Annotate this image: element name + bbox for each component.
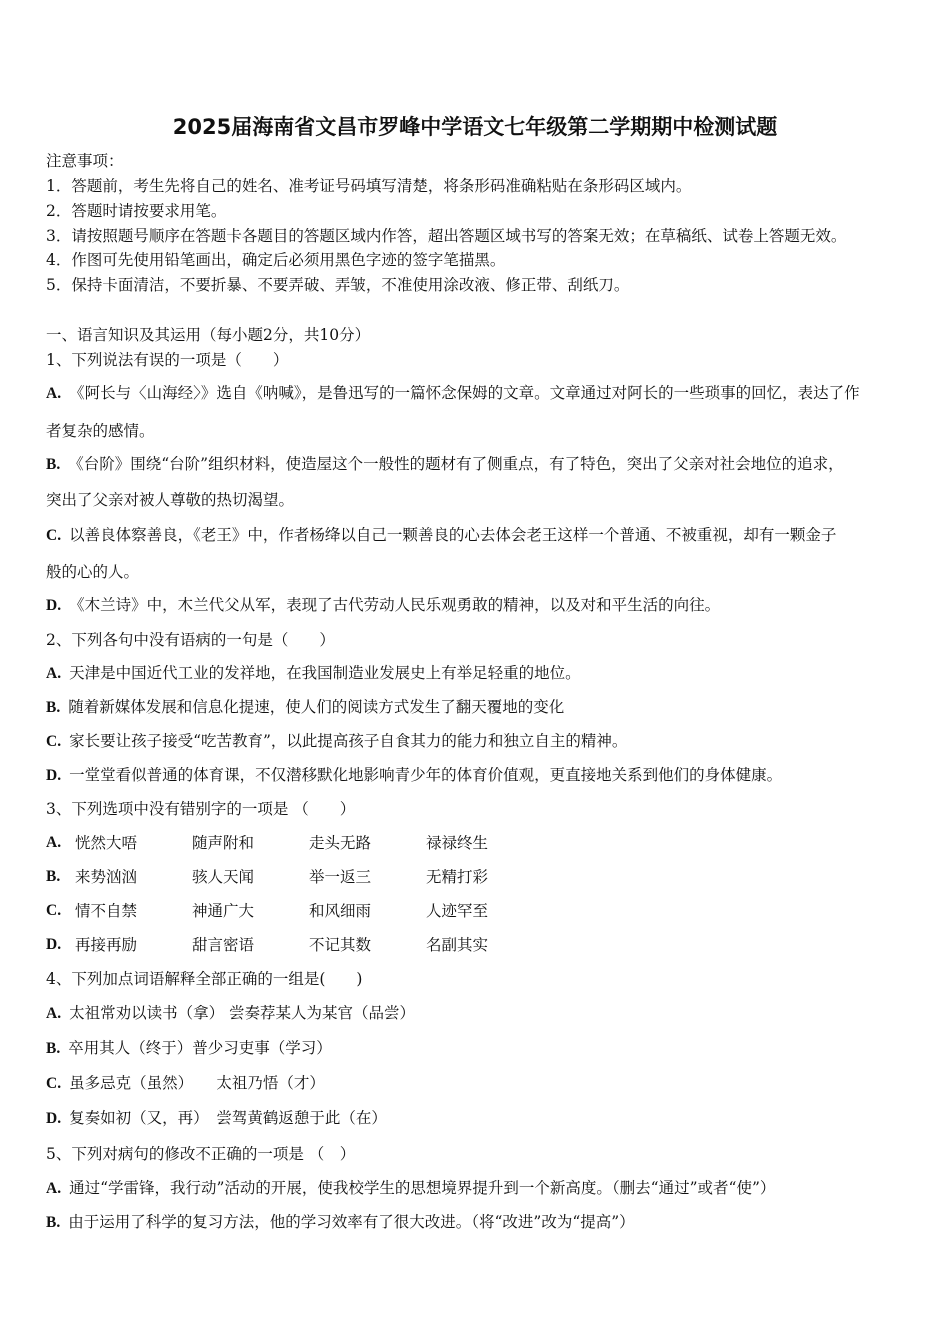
q3-option-label: B. [46, 868, 61, 885]
q4-option-b [46, 1038, 332, 1059]
q3-idiom: 无精打彩 [426, 868, 489, 886]
q2-option-b [46, 697, 564, 718]
option-text: 一堂堂看似普通的体育课，不仅潜移默化地影响青少年的体育价值观，更直接地关系到他们的身体健康。 [69, 766, 783, 784]
option-label: C. [46, 733, 62, 750]
option-text: 虽多忌克（虽然） 太祖乃悟（才） [69, 1074, 325, 1092]
option-label: B. [46, 1214, 61, 1231]
q4-option-a [46, 1003, 415, 1024]
q1-option-c [46, 525, 836, 546]
notes-heading: 注意事项： [46, 152, 124, 170]
option-text: 《台阶》围绕“台阶”组织材料，使造屋这个一般性的题材有了侧重点，有了特色，突出了父亲对社会地位的追求， [68, 455, 844, 473]
q2-option-a [46, 663, 581, 684]
option-text: 《木兰诗》中，木兰代父从军，表现了古代劳动人民乐观勇敢的精神，以及对和平生活的向往。 [69, 596, 721, 614]
q1-option-a-cont: 者复杂的感情。 [46, 422, 155, 440]
q3-idiom: 随声附和 [192, 834, 255, 852]
q1-option-a [46, 383, 860, 404]
option-text: 随着新媒体发展和信息化提速，使人们的阅读方式发生了翻天覆地的变化 [68, 698, 565, 716]
q3-idiom: 不记其数 [309, 936, 372, 954]
note-item: 5．保持卡面清洁，不要折暴、不要弄破、弄皱，不准使用涂改液、修正带、刮纸刀。 [46, 276, 630, 294]
document-title: 2025届海南省文昌市罗峰中学语文七年级第二学期期中检测试题 [172, 115, 778, 139]
option-label: D. [46, 1110, 62, 1127]
option-label: A. [46, 385, 62, 402]
option-label: A. [46, 665, 62, 682]
q3-idiom: 人迹罕至 [426, 902, 489, 920]
q4-option-d [46, 1108, 387, 1129]
option-text: 由于运用了科学的复习方法，他的学习效率有了很大改进。（将“改进”改为“提高”） [68, 1213, 635, 1231]
q4-option-c [46, 1073, 325, 1094]
option-label: A. [46, 1005, 62, 1022]
option-label: C. [46, 527, 62, 544]
q3-idiom: 再接再励 [75, 936, 138, 954]
q2-option-c [46, 731, 627, 752]
option-label: B. [46, 456, 61, 473]
q3-option-label: A. [46, 834, 62, 851]
q3-idiom: 神通广大 [192, 902, 255, 920]
question-3-stem: 3、下列选项中没有错别字的一项是 （ ） [46, 800, 356, 818]
q1-option-b-cont: 突出了父亲对被人尊敬的热切渴望。 [46, 491, 295, 509]
q3-idiom: 和风细雨 [309, 902, 372, 920]
q3-idiom: 情不自禁 [75, 902, 138, 920]
option-text: 卒用其人（终于）普少习吏事（学习） [68, 1039, 332, 1057]
q1-option-c-cont: 般的心的人。 [46, 563, 140, 581]
option-label: A. [46, 1180, 62, 1197]
option-label: B. [46, 1040, 61, 1057]
q3-idiom: 禄禄终生 [426, 834, 489, 852]
note-item: 4．作图可先使用铅笔画出，确定后必须用黑色字迹的签字笔描黑。 [46, 251, 506, 269]
option-text: 天津是中国近代工业的发祥地，在我国制造业发展史上有举足轻重的地位。 [69, 664, 581, 682]
q2-option-d [46, 765, 782, 786]
option-label: D. [46, 597, 62, 614]
q3-idiom: 恍然大唔 [75, 834, 138, 852]
option-text: 以善良体察善良，《老王》中，作者杨绛以自己一颗善良的心去体会老王这样一个普通、不被重视，却有一颗金子 [69, 526, 837, 544]
q1-option-d [46, 595, 720, 616]
q3-idiom: 来势汹汹 [75, 868, 138, 886]
q3-idiom: 走头无路 [309, 834, 372, 852]
note-item: 1．答题前，考生先将自己的姓名、准考证号码填写清楚，将条形码准确粘贴在条形码区域内。 [46, 177, 692, 195]
note-item: 3．请按照题号顺序在答题卡各题目的答题区域内作答，超出答题区域书写的答案无效；在草稿纸、试卷上答题无效。 [46, 227, 847, 245]
option-text: 复奏如初（又，再） 尝驾黄鹤返憩于此（在） [69, 1109, 387, 1127]
q5-option-a [46, 1178, 775, 1199]
question-5-stem: 5、下列对病句的修改不正确的一项是 （ ） [46, 1145, 356, 1163]
q3-idiom: 甜言密语 [192, 936, 255, 954]
option-text: 太祖常劝以读书（拿） 尝奏荐某人为某官（品尝） [69, 1004, 416, 1022]
note-item: 2．答题时请按要求用笔。 [46, 202, 227, 220]
q3-idiom: 举一返三 [309, 868, 372, 886]
option-label: D. [46, 767, 62, 784]
option-label: B. [46, 699, 61, 716]
section-heading: 一、语言知识及其运用（每小题2分，共10分） [46, 326, 371, 344]
q3-idiom: 名副其实 [426, 936, 489, 954]
q5-option-b [46, 1212, 635, 1233]
q3-idiom: 骇人天闻 [192, 868, 255, 886]
q3-option-label: D. [46, 936, 62, 953]
question-4-stem: 4、下列加点词语解释全部正确的一组是( ) [46, 970, 363, 988]
question-2-stem: 2、下列各句中没有语病的一句是（ ） [46, 631, 335, 649]
option-text: 通过“学雷锋，我行动”活动的开展，使我校学生的思想境界提升到一个新高度。（删去“通过”或者“使”） [69, 1179, 776, 1197]
option-label: C. [46, 1075, 62, 1092]
question-1-stem: 1、下列说法有误的一项是（ ） [46, 351, 289, 369]
option-text: 《阿长与〈山海经〉》选自《呐喊》，是鲁迅写的一篇怀念保姆的文章。文章通过对阿长的一些琐事的回忆，表达了作 [69, 384, 860, 402]
option-text: 家长要让孩子接受“吃苦教育”，以此提高孩子自食其力的能力和独立自主的精神。 [69, 732, 628, 750]
q3-option-label: C. [46, 902, 62, 919]
q1-option-b [46, 454, 844, 475]
